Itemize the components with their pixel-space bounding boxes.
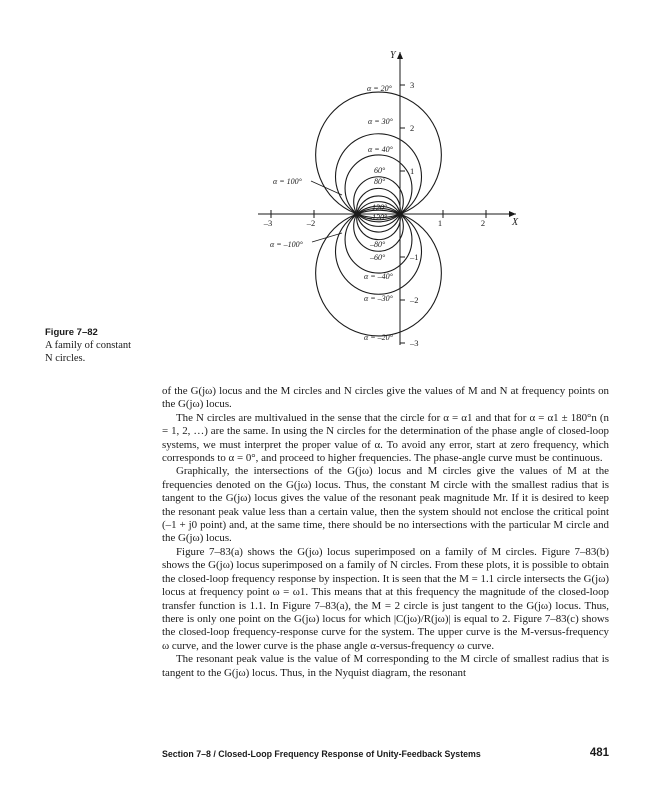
alpha-label: α = 30° (368, 117, 393, 126)
alpha-label: α = 20° (367, 84, 392, 93)
alpha-label: α = 100° (273, 177, 302, 186)
figure-caption (45, 326, 160, 365)
alpha-label: α = 40° (368, 145, 393, 154)
y-tick-label: 3 (410, 80, 415, 90)
alpha-label: 120° (372, 203, 388, 212)
paragraph-5: The resonant peak value is the value of M corresponding to the M circle of smallest radius that is tangent to the G(jω) locus. Thus, in the Nyquist diagram, the resonant (162, 653, 609, 679)
alpha-label: 80° (374, 177, 386, 186)
y-tick-label: 1 (410, 166, 415, 176)
alpha-label: 60° (374, 166, 386, 175)
paragraph-2: The N circles are multivalued in the sense that the circle for α = α1 and that for α = α1 ± 180°n (n = 1, 2, …) are the same. In using the N circles for the determination of the phase angle of closed-loop systems, we must interpret the proper value of α. To avoid any error, start at zero frequency, which corresponds to α = 0°, and proceed to higher frequencies. The phase-angle curve must be continuous. (162, 411, 609, 465)
footer-section: Section 7–8 / Closed-Loop Frequency Response of Unity-Feedback Systems (162, 749, 481, 759)
body-text (162, 385, 609, 680)
alpha-label: –80° (370, 240, 386, 249)
caption-line-2: N circles. (45, 353, 86, 364)
alpha-label: α = –30° (364, 294, 393, 303)
alpha-label: α = –100° (270, 240, 303, 249)
figure-number: Figure 7–82 (45, 327, 98, 338)
y-tick-label: 2 (410, 123, 415, 133)
n-circles-figure (0, 0, 653, 350)
paragraph-3: Graphically, the intersections of the G(jω) locus and M circles give the values of M at the frequencies denoted on the G(jω) locus. Thus, the constant M circle with the smallest radius that is tangent to the G(jω) locus gives the value of the resonant peak magnitude Mr. If it is desired to keep the resonant peak value less than a certain value, then the system should not enclose the critical point (–1 + j0 point) and, at the same time, there should be no intersections with the particular M circle and the G(jω) locus. (162, 465, 609, 545)
page-footer (162, 749, 609, 759)
y-tick-label: –2 (410, 295, 419, 305)
y-axis-label: Y (390, 50, 396, 61)
alpha-label: α = –20° (364, 333, 393, 342)
x-axis-label: X (512, 217, 519, 228)
paragraph-1: of the G(jω) locus and the M circles and N circles give the values of M and N at frequency points on the G(jω) locus. (162, 385, 609, 411)
caption-line-1: A family of constant (45, 340, 132, 351)
x-tick-label: –3 (263, 218, 273, 228)
page-number: 481 (589, 747, 609, 759)
alpha-label: –120° (368, 213, 388, 222)
y-axis-arrow (397, 52, 403, 59)
y-tick-label: –1 (410, 252, 419, 262)
x-tick-label: –2 (306, 218, 316, 228)
x-tick-label: 2 (480, 218, 486, 228)
paragraph-4: Figure 7–83(a) shows the G(jω) locus superimposed on a family of M circles. Figure 7–83(b) shows the G(jω) locus superimposed on a family of N circles. From these plots, it is possible to obtain the closed-loop frequency response by inspection. It is seen that the M = 1.1 circle intersects the G(jω) locus at frequency point ω = ω1. This means that at this frequency the magnitude of the closed-loop transfer function is 1.1. In Figure 7–83(a), the M = 2 circle is just tangent to the G(jω) locus. Thus, there is only one point on the G(jω) locus for which |C(jω)/R(jω)| is equal to 2. Figure 7–83(c) shows the closed-loop frequency-response curve for the system. The upper curve is the M-versus-frequency ω curve, and the lower curve is the phase angle α-versus-frequency ω curve. (162, 545, 609, 652)
y-tick-label: –3 (410, 338, 419, 348)
alpha-label: α = –40° (364, 272, 393, 281)
x-tick-label: 1 (437, 218, 443, 228)
alpha-label: –60° (370, 253, 386, 262)
